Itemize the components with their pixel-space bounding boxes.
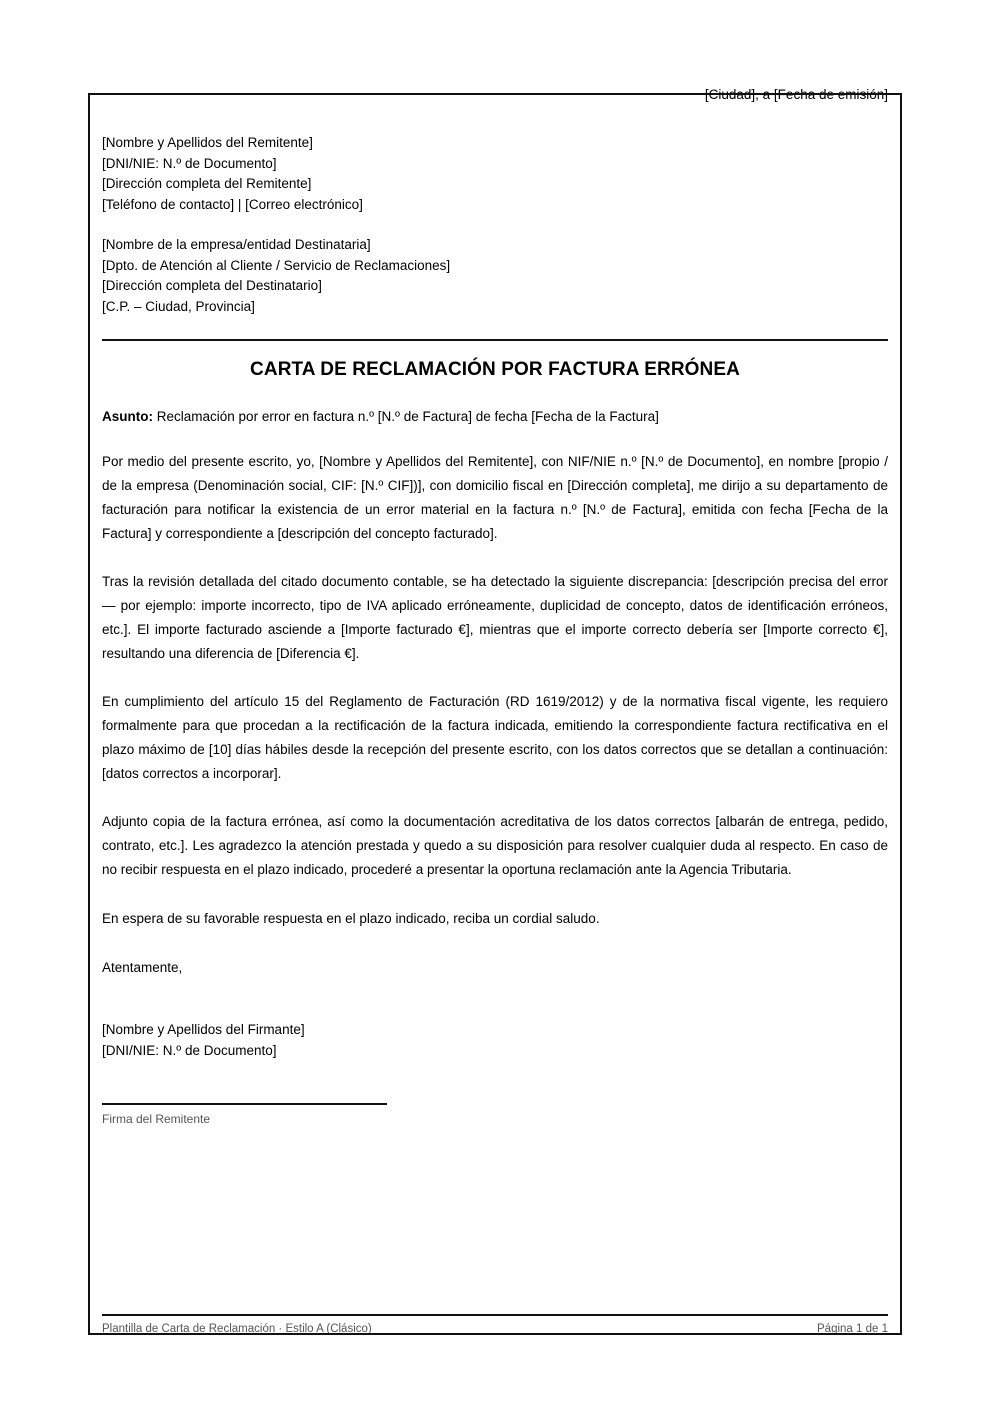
salutation: Atentamente, [102,960,183,975]
body-paragraph-1: Por medio del presente escrito, yo, [Nombre y Apellidos del Remitente], con NIF/NIE n.º [N.º de Documento], en nombre [propio / de la empresa (Denominación social, CIF: [N.º CIF])], con domicilio fiscal en [Dirección completa], me dirijo a su departamento de facturación para notificar la existencia de un error material en la factura n.º [N.º de Factura], emitida con fecha [Fecha de la Factura] y correspondiente a [descripción del concepto facturado]. [102,454,888,541]
signature-line [102,1103,387,1105]
block-spacer [102,215,888,235]
page-footer [102,1322,888,1337]
title-divider [102,339,888,341]
recipient-department: [Dpto. de Atención al Cliente / Servicio de Reclamaciones] [102,257,451,273]
body-paragraph-4: Adjunto copia de la factura errónea, así como la documentación acreditativa de los datos correctos [albarán de entrega, pedido, contrato, etc.]. Les agradezco la atención prestada y quedo a su disposición para resolver cualquier duda al respecto. En caso de no recibir respuesta en el plazo indicado, procederé a presentar la oportuna reclamación ante la Agencia Tributaria. [102,814,888,877]
closing-paragraph: En espera de su favorable respuesta en el plazo indicado, reciba un cordial saludo. [102,911,600,926]
subject-text: Reclamación por error en factura n.º [N.º de Factura] de fecha [Fecha de la Factura] [156,409,659,424]
footer-divider [102,1314,888,1316]
subject-line [102,407,888,426]
document-content [102,86,888,1127]
recipient-company: [Nombre de la empresa/entidad Destinataria] [102,237,371,252]
signature-caption: Firma del Remitente [102,1112,211,1126]
signer-name: [Nombre y Apellidos del Firmante] [102,1022,305,1037]
body-paragraph-2: Tras la revisión detallada del citado documento contable, se ha detectado la siguiente discrepancia: [descripción precisa del error — por ejemplo: importe incorrecto, tipo de IVA aplicado erróneamente, duplicidad de concepto, datos de identificación erróneos, etc.]. El importe facturado asciende a [Importe facturado €], mientras que el importe correcto debería ser [Importe correcto €], resultando una diferencia de [Diferencia €]. [102,574,888,661]
sender-name: [Nombre y Apellidos del Remitente] [102,135,313,150]
page-title: CARTA DE RECLAMACIÓN POR FACTURA ERRÓNEA [250,359,740,380]
recipient-block [102,235,888,317]
signature-spacer [102,980,888,1020]
footer-page-number: Página 1 de 1 [817,1323,888,1335]
sender-id: [DNI/NIE: N.º de Documento] [102,155,277,171]
body-paragraph-3: En cumplimiento del artículo 15 del Reglamento de Facturación (RD 1619/2012) y de la normativa fiscal vigente, les requiero formalmente para que procedan a la rectificación de la factura indicada, emitiendo la correspondiente factura rectificativa en el plazo máximo de [10] días hábiles desde la recepción del presente escrito, con los datos correctos que se detallan a continuación: [datos correctos a incorporar]. [102,694,888,781]
sender-contact: [Teléfono de contacto] | [Correo electrónico] [102,196,363,212]
subject-label: Asunto: [102,409,153,424]
date-line: [Ciudad], a [Fecha de emisión] [704,87,888,102]
recipient-city: [C.P. – Ciudad, Provincia] [102,298,255,314]
footer-template-name: Plantilla de Carta de Reclamación · Estilo A (Clásico) [102,1323,372,1335]
signer-id: [DNI/NIE: N.º de Documento] [102,1042,277,1058]
sender-address: [Dirección completa del Remitente] [102,176,312,191]
signer-block [102,1020,888,1061]
recipient-address: [Dirección completa del Destinatario] [102,278,322,293]
sender-block [102,133,888,215]
